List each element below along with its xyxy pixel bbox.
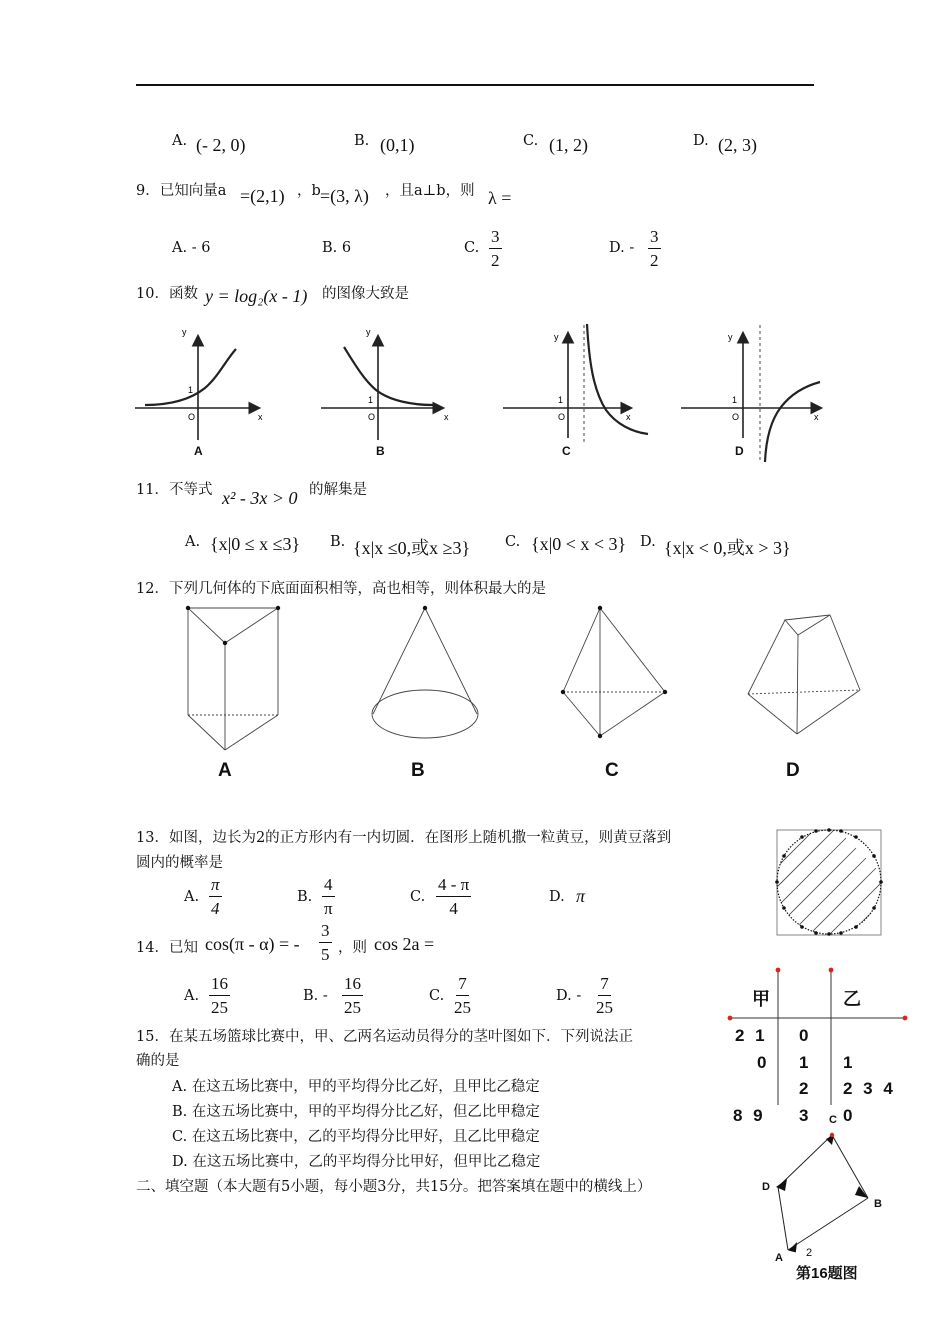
q9-option-a: A. - 6: [172, 240, 211, 256]
q15-option-d: D. 在这五场比赛中，乙的平均得分比甲好，但甲比乙稳定: [172, 1154, 541, 1170]
q9-option-b: B. 6: [322, 240, 352, 256]
q9-c-label: C.: [464, 240, 480, 256]
stem-leaf-row-3-right: 0: [843, 1106, 856, 1125]
q15-option-b: B. 在这五场比赛中，甲的平均得分比乙好，但乙比甲稳定: [172, 1104, 540, 1120]
q13-d-label: D.: [549, 889, 565, 905]
q11-stem-2: 的解集是: [309, 482, 367, 498]
q14-a-label: A.: [184, 988, 200, 1004]
q12-label-a: A: [218, 760, 232, 781]
svg-text:1: 1: [558, 395, 564, 405]
q14-c-label: C.: [429, 988, 445, 1004]
svg-text:y: y: [728, 332, 733, 342]
svg-text:x: x: [814, 412, 819, 422]
q14-option-b-fraction: $\frac{16}{25}$: [344, 974, 361, 1017]
q11-b-label: B.: [330, 534, 346, 550]
q11-a-label: A.: [185, 534, 201, 550]
q13-stem-2: 圆内的概率是: [136, 855, 223, 871]
q10-function: y = log₂(x - 1): [205, 286, 308, 306]
section-2-heading: 二、填空题（本大题有5小题，每小题3分，共15分。把答案填在题中的横线上）: [136, 1179, 652, 1195]
svg-text:y: y: [182, 327, 187, 337]
q15-stem: 15．在某五场篮球比赛中，甲、乙两名运动员得分的茎叶图如下．下列说法正: [136, 1029, 633, 1045]
q14-given-fraction: $\frac{3}{5}$: [321, 921, 330, 964]
q8-option-b: (0,1): [380, 135, 415, 155]
q10-label-c: C: [562, 444, 571, 458]
q12-solid-c-pyramid: [555, 600, 675, 745]
stem-leaf-left-header: 甲: [752, 989, 770, 1009]
q14-option-a-fraction: $\frac{16}{25}$: [211, 974, 228, 1017]
svg-text:O: O: [368, 412, 376, 422]
q14-d-label: D. -: [556, 988, 582, 1004]
svg-text:x: x: [444, 412, 449, 422]
q10-label-d: D: [735, 444, 744, 458]
q12-stem: 12．下列几何体的下底面面积相等，高也相等，则体积最大的是: [136, 581, 546, 597]
q8-d-label: D.: [693, 133, 709, 149]
q8-c-label: C.: [523, 133, 539, 149]
q11-option-a: {x|0 ≤ x ≤3}: [210, 534, 301, 554]
q9-option-d-fraction: $\frac{3}{2}$: [650, 227, 659, 270]
q14-target: cos 2a =: [374, 934, 435, 954]
q14-b-label: B. -: [303, 988, 328, 1004]
svg-text:1: 1: [732, 395, 738, 405]
stem-leaf-row-1-right: 1: [843, 1053, 856, 1072]
q12-label-d: D: [786, 760, 800, 781]
stem-leaf-row-2-stem: 2: [799, 1079, 812, 1098]
q15-option-a: A. 在这五场比赛中，甲的平均得分比乙好，且甲比乙稳定: [172, 1079, 540, 1095]
svg-text:y: y: [366, 327, 371, 337]
svg-text:1: 1: [368, 395, 374, 405]
q10-graph-a: [130, 325, 270, 460]
svg-text:1: 1: [188, 385, 194, 395]
q12-label-b: B: [411, 760, 425, 781]
q10-graph-c: [500, 320, 650, 440]
q14-option-c-fraction: $\frac{7}{25}$: [454, 974, 471, 1017]
q8-option-a: (- 2, 0): [196, 135, 246, 155]
q11-stem: 11．不等式: [136, 482, 213, 498]
q8-option-c: (1, 2): [549, 135, 588, 155]
fig16-diagram: [760, 1125, 895, 1260]
q14-option-d-fraction: $\frac{7}{25}$: [596, 974, 613, 1017]
svg-text:y: y: [554, 332, 559, 342]
q11-option-c: {x|0 < x < 3}: [531, 534, 627, 554]
q13-a-label: A.: [184, 889, 200, 905]
svg-text:x: x: [626, 412, 631, 422]
q9-vector-b: =(3, λ): [320, 186, 369, 206]
fig16-label-a: A: [775, 1252, 783, 1264]
stem-leaf-row-3-stem: 3: [799, 1106, 812, 1125]
fig16-label-d: D: [762, 1181, 770, 1193]
q14-stem: 14．已知: [136, 940, 198, 956]
q9-comma: ，b: [297, 183, 321, 199]
q11-inequality: x² - 3x > 0: [222, 488, 298, 508]
q14-cos-expression: cos(π - α) = -: [205, 934, 300, 954]
q8-a-label: A.: [172, 133, 188, 149]
q11-option-d: {x|x < 0,或x > 3}: [664, 538, 791, 558]
svg-text:x: x: [258, 412, 263, 422]
q10-graph-d: [678, 320, 828, 465]
stem-leaf-row-3-left: 8 9: [733, 1106, 766, 1125]
stem-leaf-row-1-left: 0: [757, 1053, 770, 1072]
q13-figure-square-circle: [776, 828, 886, 938]
q9-vector-a: =(2,1): [240, 186, 285, 206]
fig16-caption: 第16题图: [796, 1265, 858, 1282]
q10-stem: 10．函数: [136, 286, 198, 302]
fig16-label-b: B: [874, 1198, 882, 1210]
svg-text:O: O: [558, 412, 566, 422]
q9-option-c-fraction: $\frac{3}{2}$: [491, 227, 500, 270]
q12-solid-d-frustum: [740, 610, 870, 740]
q13-option-c-fraction: $\frac{4 - \pi}{4}$: [438, 875, 470, 918]
q9-stem-2: ，且a⊥b，则: [385, 183, 475, 199]
q13-option-b-fraction: $\frac{4}{\pi}$: [323, 875, 333, 918]
q10-label-a: A: [194, 444, 203, 458]
q8-b-label: B.: [354, 133, 370, 149]
fig16-label-c: C: [829, 1114, 837, 1126]
svg-text:O: O: [732, 412, 740, 422]
stem-leaf-right-header: 乙: [843, 989, 861, 1009]
q12-label-c: C: [605, 760, 619, 781]
q10-stem-2: 的图像大致是: [322, 286, 409, 302]
q13-stem: 13．如图，边长为2的正方形内有一内切圆．在图形上随机撒一粒黄豆，则黄豆落到: [136, 830, 672, 846]
fig16-side-length: 2: [806, 1247, 813, 1259]
q15-option-c: C. 在这五场比赛中，乙的平均得分比甲好，且乙比甲稳定: [172, 1129, 540, 1145]
stem-leaf-row-2-right: 2 3 4: [843, 1079, 896, 1098]
q11-c-label: C.: [505, 534, 521, 550]
svg-text:O: O: [188, 412, 196, 422]
top-rule: [136, 84, 814, 86]
q13-c-label: C.: [410, 889, 426, 905]
q14-stem-2: ，则: [338, 940, 367, 956]
q12-solid-b-cone: [365, 600, 495, 745]
q11-d-label: D.: [640, 534, 656, 550]
q10-label-b: B: [376, 444, 385, 458]
q13-option-a-fraction: $\frac{\pi}{4}$: [211, 875, 220, 918]
q15-stem-2: 确的是: [136, 1053, 180, 1069]
q10-graph-b: [318, 325, 458, 460]
q9-lambda: λ =: [488, 188, 512, 208]
q12-solid-a-prism: [180, 600, 290, 760]
stem-leaf-row-0-stem: 0: [799, 1026, 812, 1045]
q8-option-d: (2, 3): [718, 135, 757, 155]
q9-stem: 9．已知向量a: [136, 183, 227, 199]
q11-option-b: {x|x ≤0,或x ≥3}: [353, 538, 471, 558]
q9-d-label: D. -: [609, 240, 635, 256]
q13-option-d: π: [576, 886, 586, 906]
q13-b-label: B.: [297, 889, 313, 905]
stem-leaf-row-0-left: 2 1: [735, 1026, 768, 1045]
stem-leaf-row-1-stem: 1: [799, 1053, 812, 1072]
